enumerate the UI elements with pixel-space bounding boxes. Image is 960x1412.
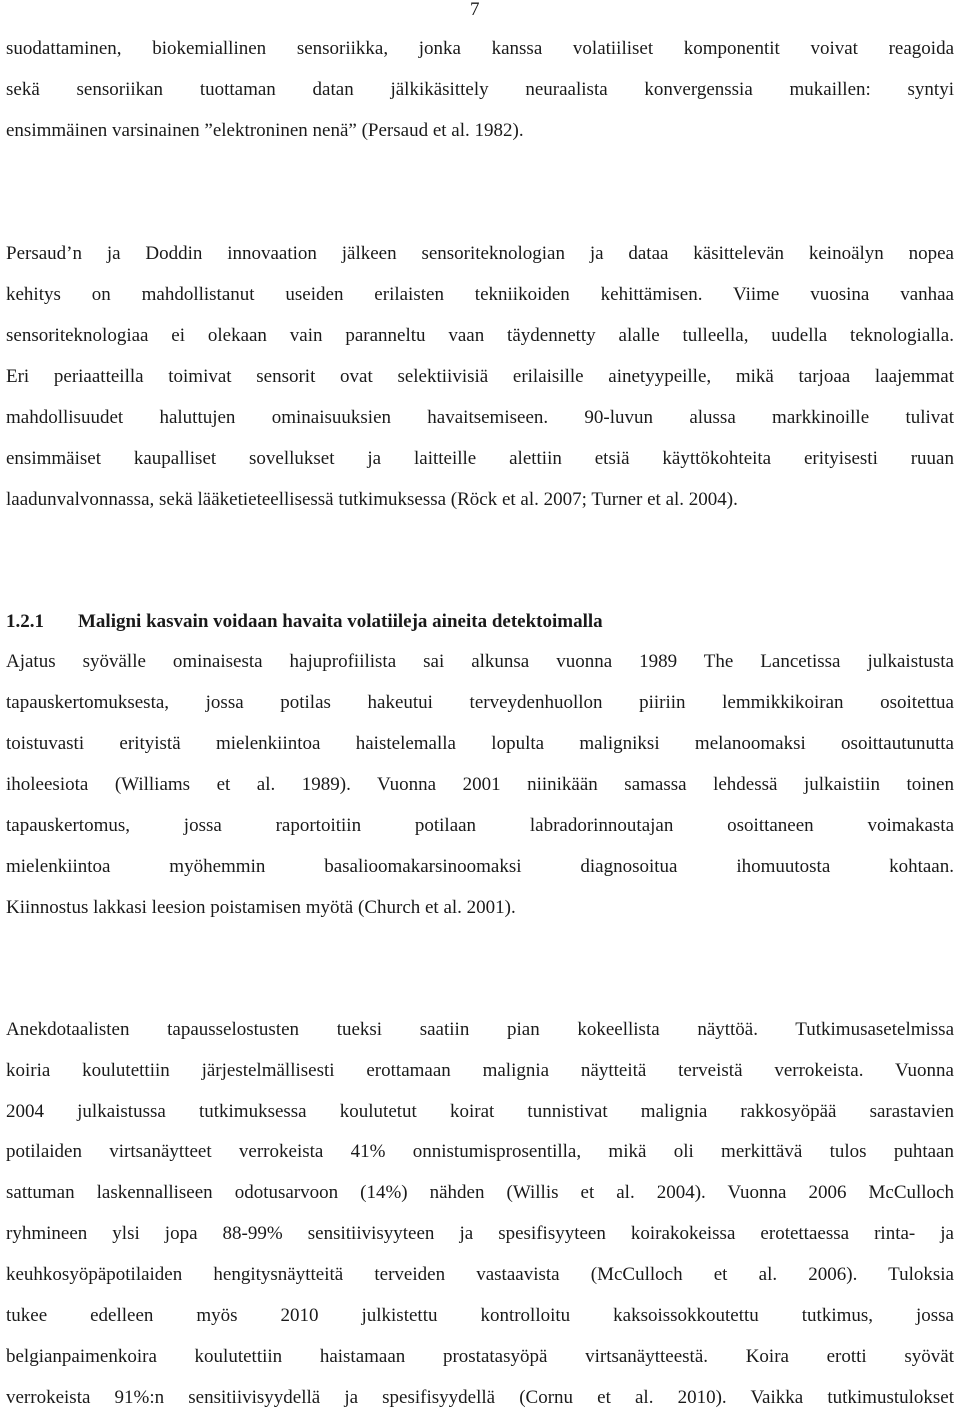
- page-number: 7: [470, 0, 480, 20]
- text-line: ryhmineen ylsi jopa 88-99% sensitiivisyyteen ja spesifisyyteen koirakokeissa erotettaessa rinta- ja: [6, 1223, 954, 1244]
- text-line: iholeesiota (Williams et al. 1989). Vuonna 2001 niinikään samassa lehdessä julkaistiin toinen: [6, 774, 954, 795]
- text-line: sattuman laskennalliseen odotusarvoon (14%) nähden (Willis et al. 2004). Vuonna 2006 McCulloch: [6, 1182, 954, 1203]
- section-heading: [6, 610, 954, 634]
- text-line: ensimmäinen varsinainen ”elektroninen nenä” (Persaud et al. 1982).: [6, 120, 524, 141]
- text-line: sensoriteknologiaa ei olekaan vain paranneltu vaan täydennetty alalle tulleella, uudella teknologialla.: [6, 325, 954, 346]
- text-line: sekä sensoriikan tuottaman datan jälkikäsittely neuraalista konvergenssia mukaillen: syntyi: [6, 79, 954, 100]
- text-line: mielenkiintoa myöhemmin basalioomakarsinoomaksi diagnosoitua ihomuutosta kohtaan.: [6, 856, 954, 877]
- text-line: mahdollisuudet haluttujen ominaisuuksien havaitsemiseen. 90-luvun alussa markkinoille tulivat: [6, 407, 954, 428]
- text-line: tapauskertomus, jossa raportoitiin potilaan labradorinnoutajan osoittaneen voimakasta: [6, 815, 954, 836]
- text-line: koiria koulutettiin järjestelmällisesti erottamaan malignia näytteitä terveistä verrokeista. Vuonna: [6, 1060, 954, 1081]
- text-line: kehitys on mahdollistanut useiden erilaisten tekniikoiden kehittämisen. Viime vuosina vanhaa: [6, 284, 954, 305]
- text-line: Anekdotaalisten tapausselostusten tueksi saatiin pian kokeellista näyttöä. Tutkimusasetelmissa: [6, 1019, 954, 1040]
- text-line: ensimmäiset kaupalliset sovellukset ja laitteille alettiin etsiä käyttökohteita erityisesti ruuan: [6, 448, 954, 469]
- text-line: Persaud’n ja Doddin innovaation jälkeen sensoriteknologian ja dataa käsittelevän keinoälyn nopea: [6, 243, 954, 264]
- text-line: verrokeista 91%:n sensitiivisyydellä ja spesifisyydellä (Cornu et al. 2010). Vaikka tutkimustulokset: [6, 1387, 954, 1408]
- text-line: Kiinnostus lakkasi leesion poistamisen myötä (Church et al. 2001).: [6, 897, 516, 918]
- text-line: belgianpaimenkoira koulutettiin haistamaan prostatasyöpä virtsanäytteestä. Koira erotti syövät: [6, 1346, 954, 1367]
- text-line: Ajatus syövälle ominaisesta hajuprofiilista sai alkunsa vuonna 1989 The Lancetissa julkaistusta: [6, 651, 954, 672]
- text-line: potilaiden virtsanäytteet verrokeista 41% onnistumisprosentilla, mikä oli merkittävä tulos puhtaan: [6, 1141, 954, 1162]
- section-number: 1.2.1: [6, 611, 44, 632]
- text-line: tukee edelleen myös 2010 julkistettu kontrolloitu kaksoissokkoutettu tutkimus, jossa: [6, 1305, 954, 1326]
- text-line: toistuvasti erityistä mielenkiintoa haistelemalla lopulta maligniksi melanoomaksi osoittautunutta: [6, 733, 954, 754]
- section-title: Maligni kasvain voidaan havaita volatiileja aineita detektoimalla: [78, 611, 603, 632]
- text-line: tapauskertomuksesta, jossa potilas hakeutui terveydenhuollon piiriin lemmikkikoiran osoitettua: [6, 692, 954, 713]
- text-line: suodattaminen, biokemiallinen sensoriikka, jonka kanssa volatiiliset komponentit voivat reagoida: [6, 38, 954, 59]
- text-line: keuhkosyöpäpotilaiden hengitysnäytteitä terveiden vastaavista (McCulloch et al. 2006). Tuloksia: [6, 1264, 954, 1285]
- text-line: Eri periaatteilla toimivat sensorit ovat selektiivisiä erilaisille ainetyypeille, mikä tarjoaa laajemmat: [6, 366, 954, 387]
- text-line: 2004 julkaistussa tutkimuksessa koulutetut koirat tunnistivat malignia rakkosyöpää sarastavien: [6, 1101, 954, 1122]
- text-line: laadunvalvonnassa, sekä lääketieteellisessä tutkimuksessa (Röck et al. 2007; Turner et al. 2004).: [6, 489, 738, 510]
